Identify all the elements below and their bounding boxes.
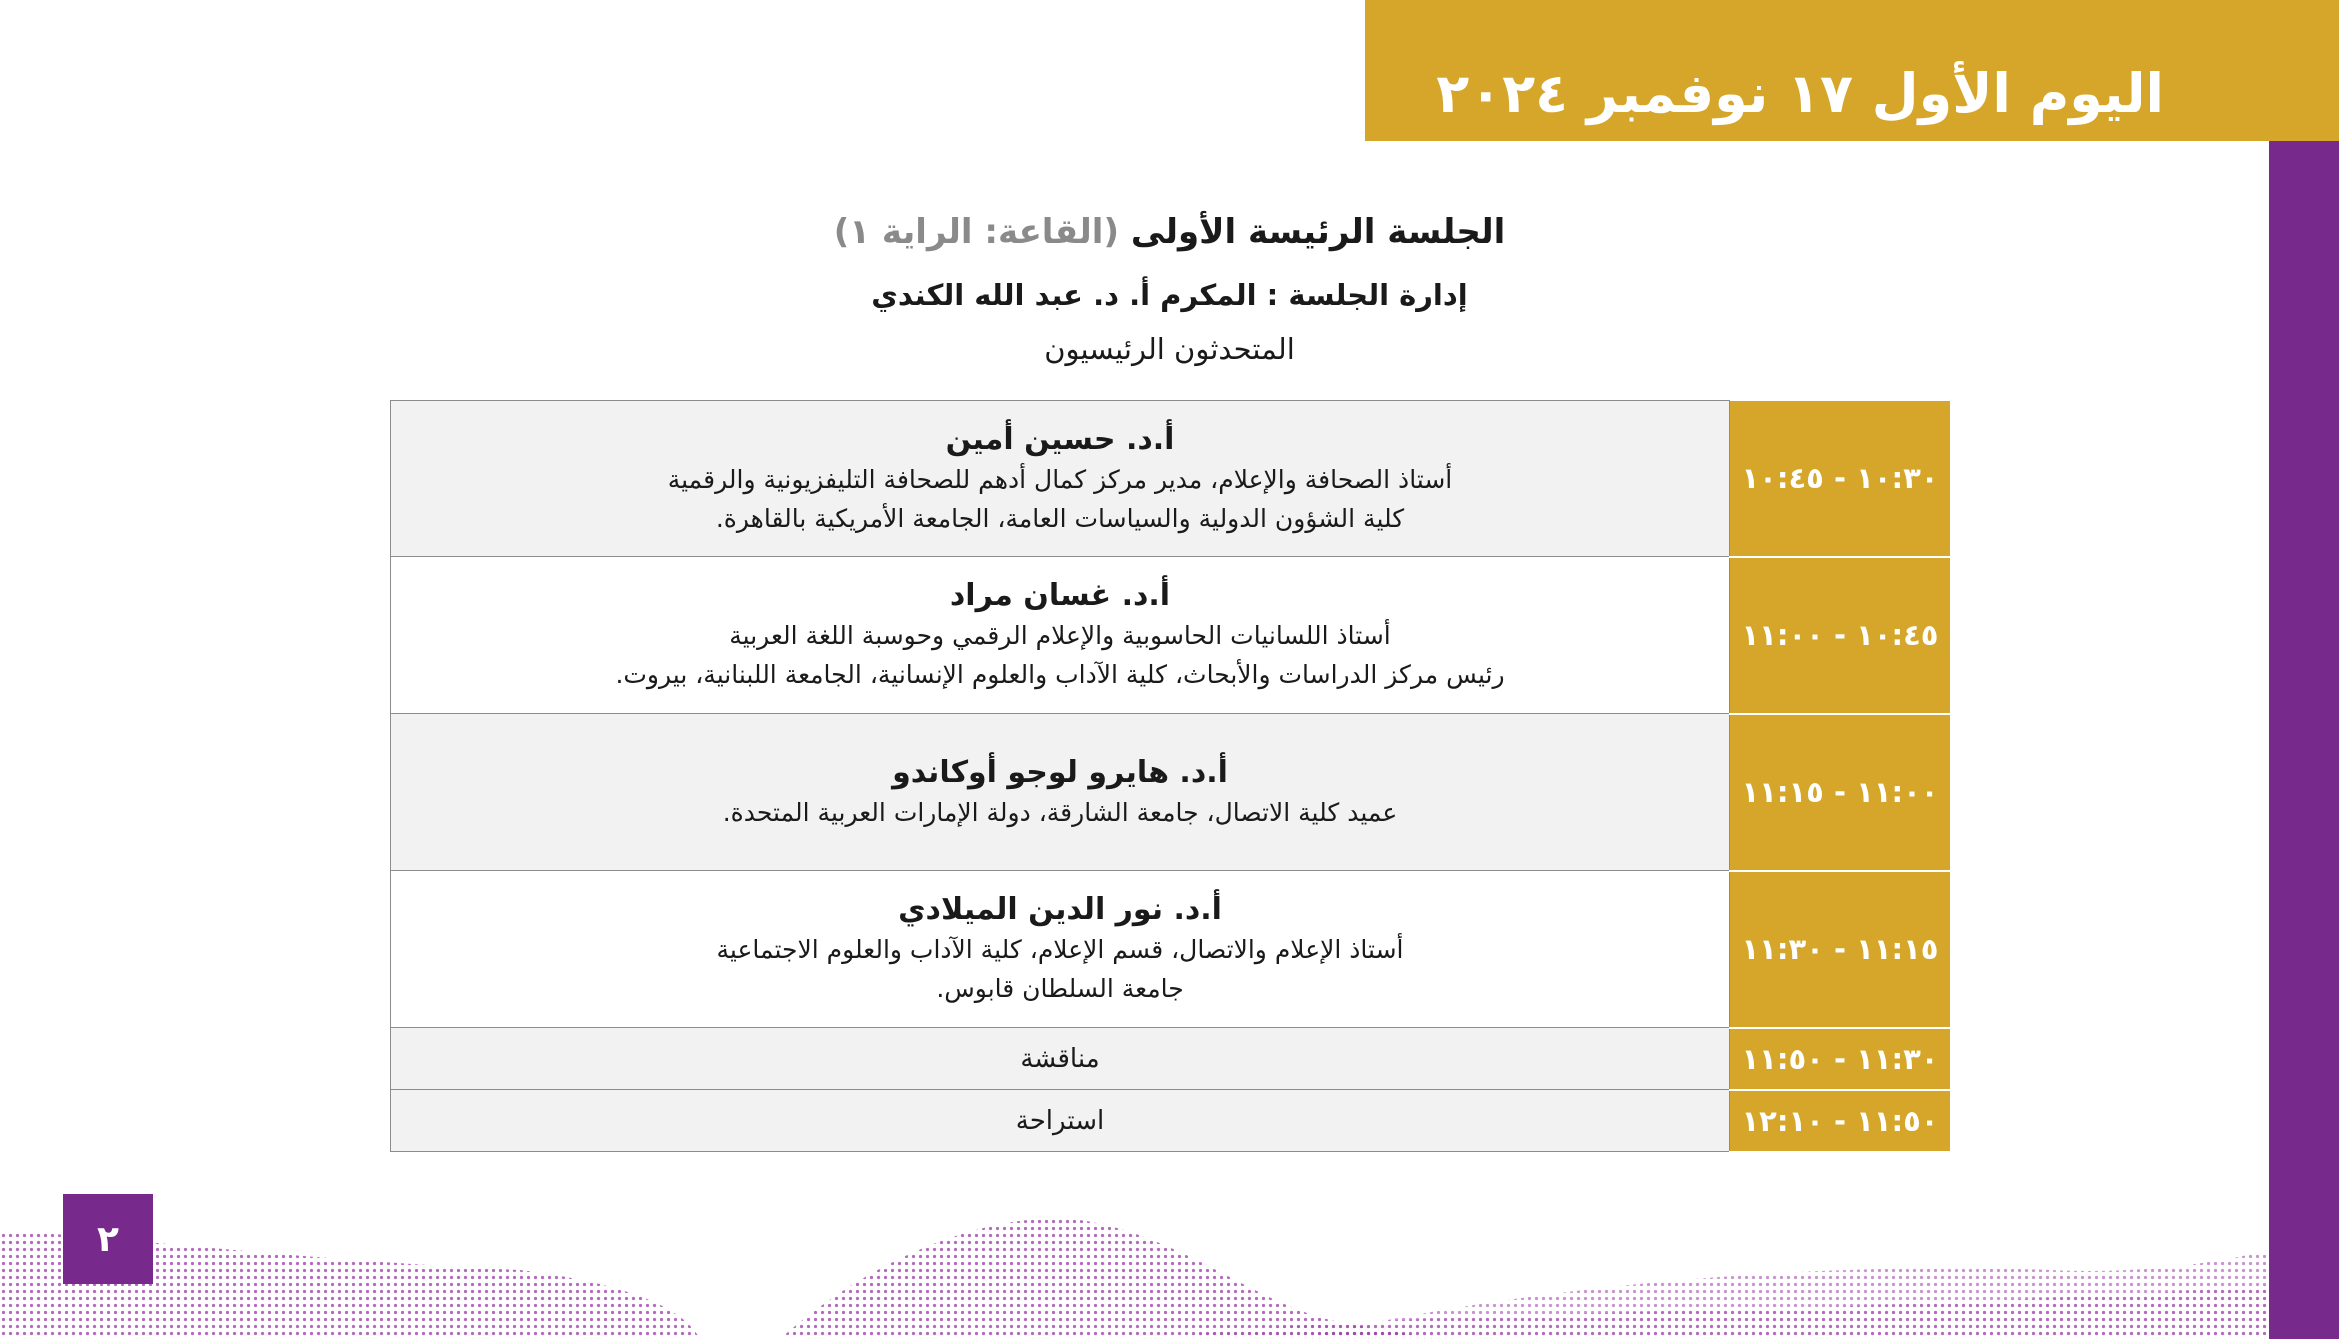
break-label: استراحة <box>1015 1105 1105 1136</box>
time-slot: ١١:٠٠ - ١١:١٥ <box>1730 714 1951 871</box>
speaker-cell <box>391 557 1730 714</box>
speaker-affiliation: رئيس مركز الدراسات والأبحاث، كلية الآداب والعلوم الإنسانية، الجامعة اللبنانية، بيروت. <box>615 660 1505 689</box>
side-accent-bar <box>2269 141 2339 1339</box>
activity-cell <box>391 1028 1730 1090</box>
schedule-row <box>391 1028 1951 1090</box>
speaker-name: أ.د. نور الدين الميلادي <box>898 892 1222 927</box>
session-moderator: إدارة الجلسة : المكرم أ. د. عبد الله الكندي <box>871 278 1468 312</box>
speaker-affiliation: أستاذ اللسانيات الحاسوبية والإعلام الرقمي وحوسبة اللغة العربية <box>729 621 1391 650</box>
time-slot: ١١:٥٠ - ١٢:١٠ <box>1730 1090 1951 1152</box>
time-slot: ١٠:٣٠ - ١٠:٤٥ <box>1730 401 1951 557</box>
speaker-cell <box>391 714 1730 871</box>
speaker-affiliation: كلية الشؤون الدولية والسياسات العامة، الجامعة الأمريكية بالقاهرة. <box>715 503 1405 533</box>
session-title <box>0 212 2339 252</box>
speakers-heading: المتحدثون الرئيسيون <box>1044 332 1295 366</box>
speaker-name: أ.د. غسان مراد <box>949 578 1171 613</box>
dotted-wave-decoration <box>0 1190 2269 1339</box>
page-number-badge: ٢ <box>63 1194 153 1284</box>
speaker-affiliation: أستاذ الإعلام والاتصال، قسم الإعلام، كلية الآداب والعلوم الاجتماعية <box>716 935 1404 964</box>
speaker-affiliation: جامعة السلطان قابوس. <box>936 974 1184 1003</box>
speaker-name: أ.د. هايرو لوجو أوكاندو <box>892 754 1228 790</box>
speaker-affiliation: عميد كلية الاتصال، جامعة الشارقة، دولة الإمارات العربية المتحدة. <box>722 797 1398 827</box>
schedule-row <box>391 1090 1951 1152</box>
time-slot: ١٠:٤٥ - ١١:٠٠ <box>1730 557 1951 714</box>
time-slot: ١١:١٥ - ١١:٣٠ <box>1730 871 1951 1028</box>
session-name: الجلسة الرئيسة الأولى <box>1130 212 1506 252</box>
session-hall: (القاعة: الراية ١) <box>833 212 1119 252</box>
schedule-row <box>391 714 1951 871</box>
speaker-cell <box>391 401 1730 557</box>
speaker-cell <box>391 871 1730 1028</box>
speaker-affiliation: أستاذ الصحافة والإعلام، مدير مركز كمال أدهم للصحافة التليفزيونية والرقمية <box>667 464 1453 494</box>
wave-band-middle <box>780 1218 1460 1339</box>
speaker-name: أ.د. حسين أمين <box>945 421 1175 457</box>
discussion-label: مناقشة <box>1020 1043 1100 1074</box>
schedule-row <box>391 557 1951 714</box>
header-band <box>1365 0 2339 141</box>
schedule-row <box>391 871 1951 1028</box>
time-slot: ١١:٣٠ - ١١:٥٠ <box>1730 1028 1951 1090</box>
schedule-row <box>391 401 1951 557</box>
schedule-table <box>390 400 1950 1153</box>
activity-cell <box>391 1090 1730 1152</box>
day-title: اليوم الأول ١٧ نوفمبر ٢٠٢٤ <box>1436 62 2164 125</box>
